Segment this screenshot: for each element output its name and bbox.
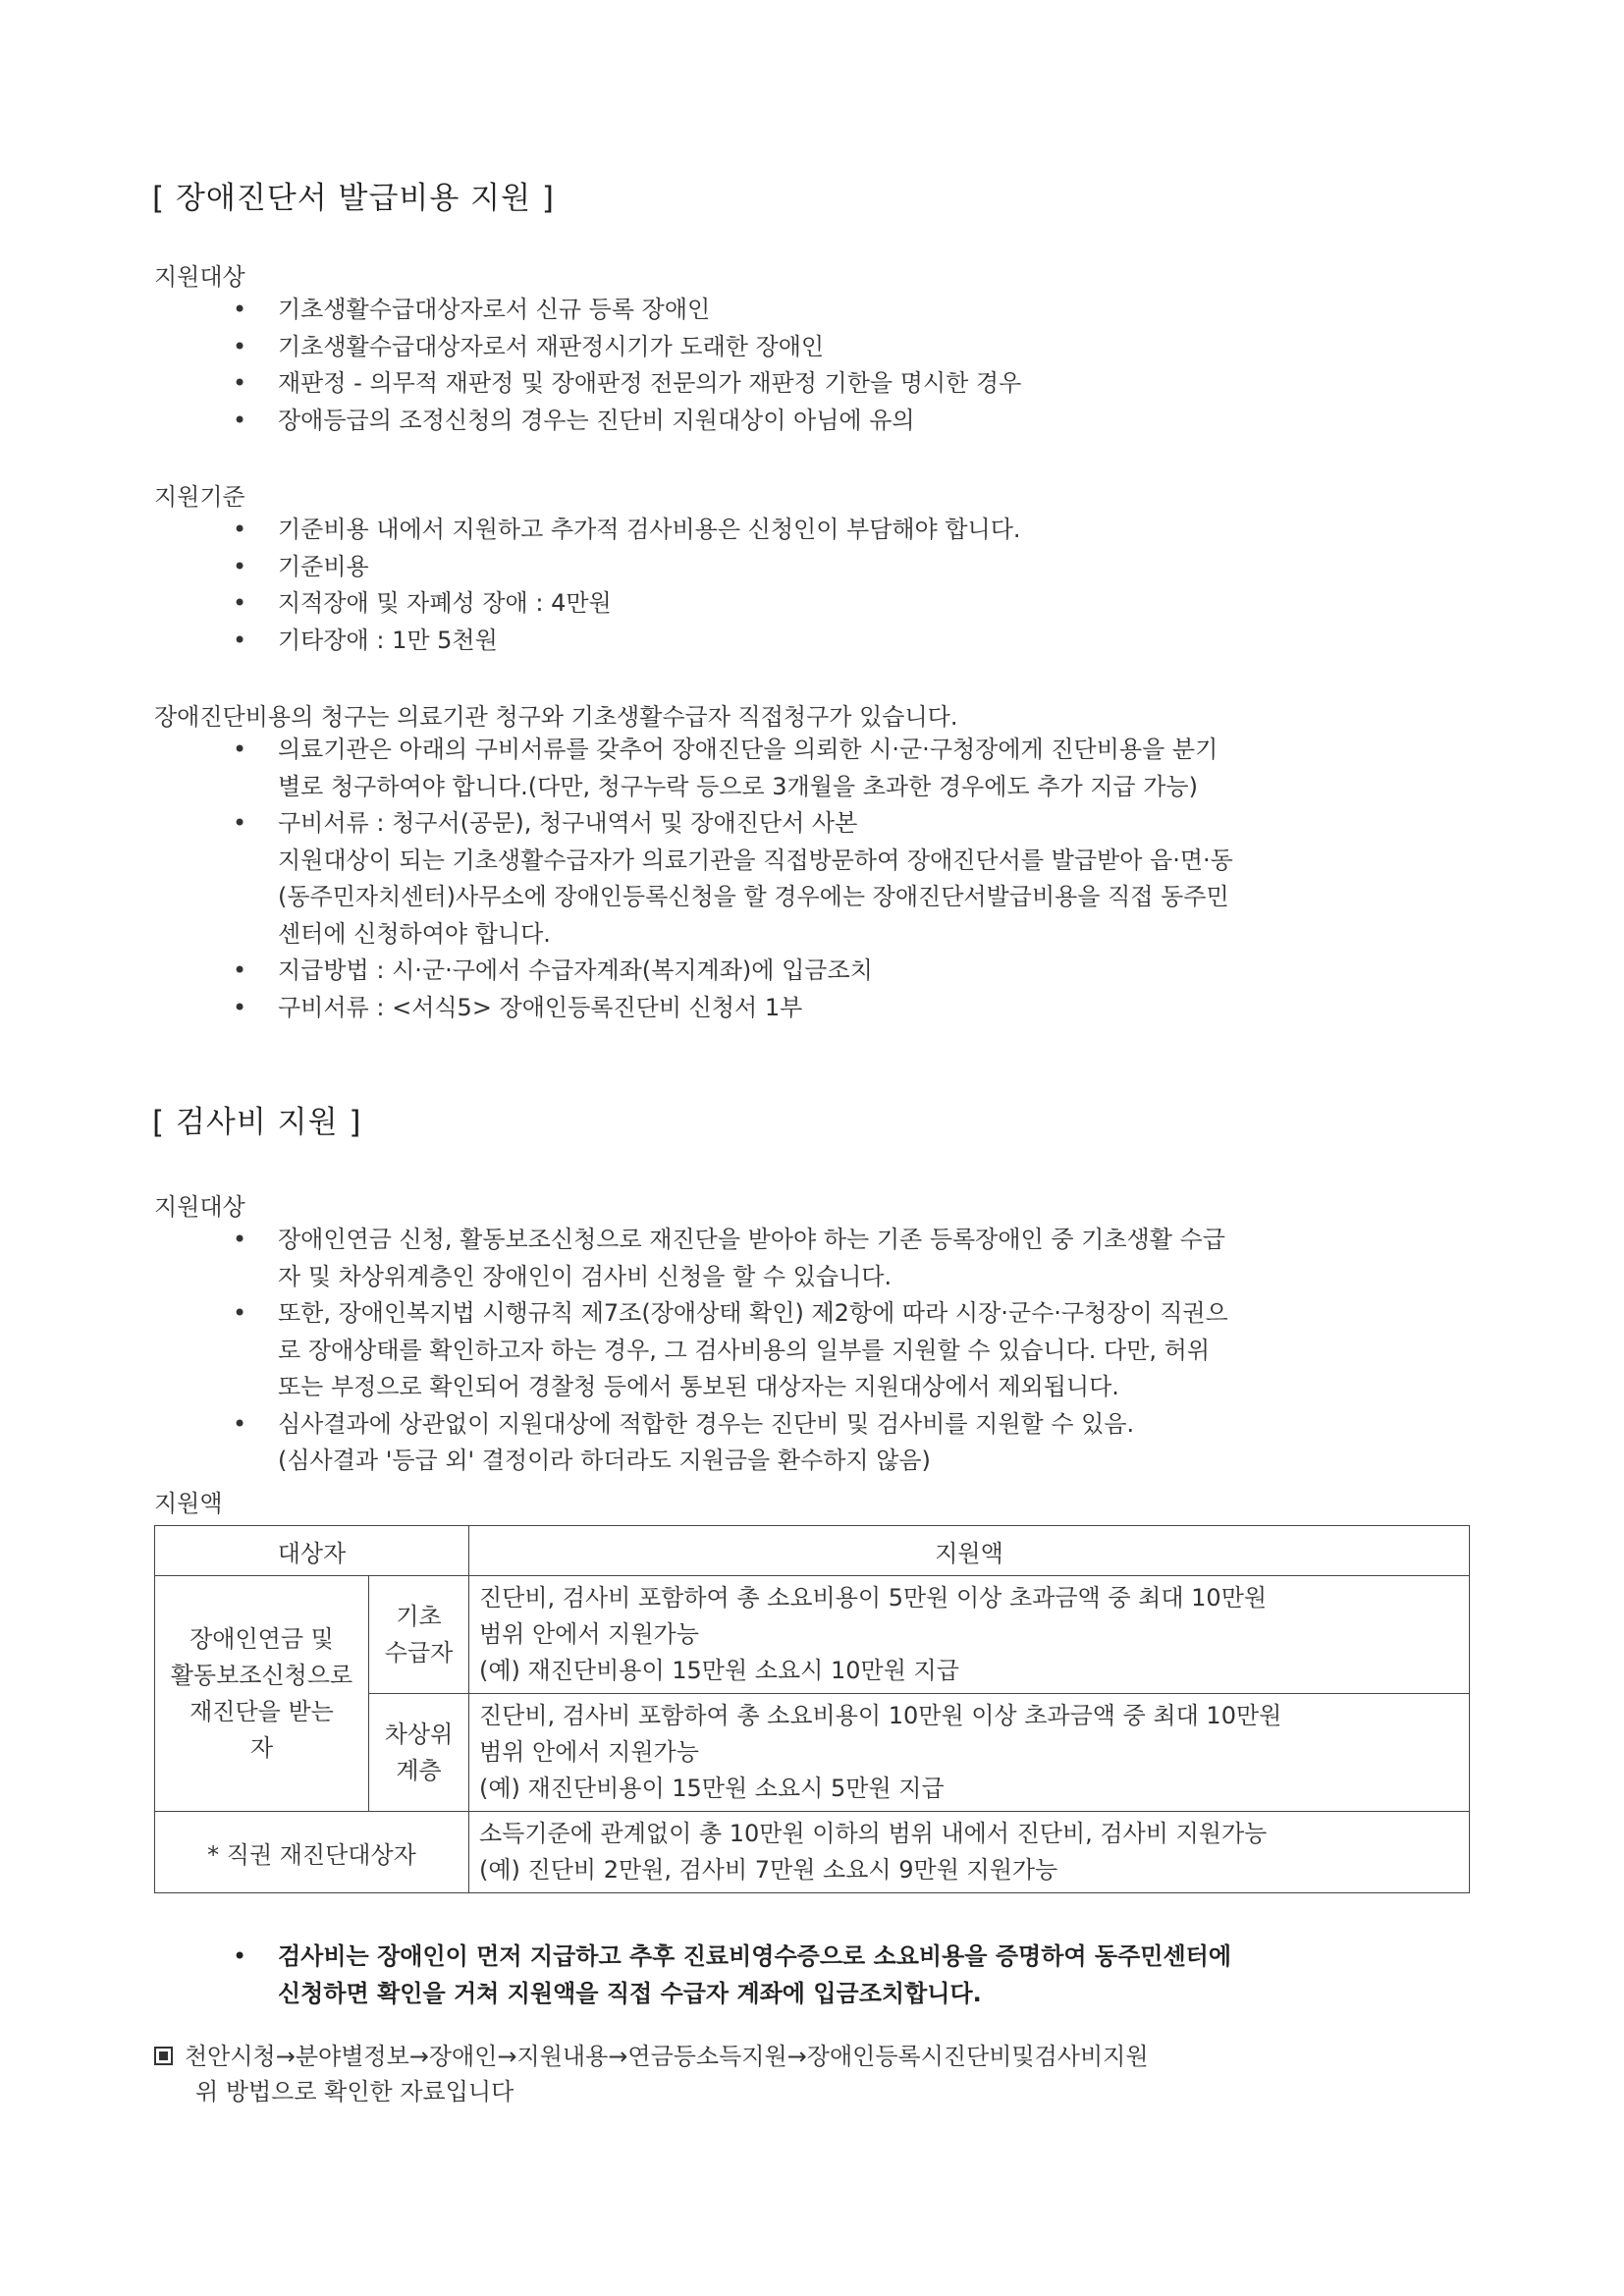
list-item: • 재판정 - 의무적 재판정 및 장애판정 전문의가 재판정 기한을 명시한 경우 <box>233 365 1470 403</box>
list-item: • 구비서류 : <서식5> 장애인등록진단비 신청서 1부 <box>233 990 1470 1027</box>
bullet-icon: • <box>233 957 247 984</box>
list-item: • 의료기관은 아래의 구비서류를 갖추어 장애진단을 의뢰한 시·군·구청장에게 진단비용을 분기 별로 청구하여야 합니다.(다만, 청구누락 등으로 3개월을 초과한 경우에도 추가 지급 가능) <box>233 732 1470 805</box>
amount-cell: 진단비, 검사비 포함하여 총 소요비용이 10만원 이상 초과금액 중 최대 10만원 범위 안에서 지원가능 (예) 재진단비용이 15만원 소요시 5만원 지급 <box>469 1694 1470 1812</box>
bullet-icon: • <box>233 1299 247 1327</box>
payment-note: • 검사비는 장애인이 먼저 지급하고 추후 진료비영수증으로 소요비용을 증명하여 동주민센터에 신청하면 확인을 거쳐 지원액을 직접 수급자 계좌에 입금조치합니다. <box>233 1938 1470 2012</box>
section2-target-label: 지원대상 <box>154 1193 245 1221</box>
header-target: 대상자 <box>155 1526 469 1576</box>
bullet-icon: • <box>233 296 247 323</box>
list-item: • 지적장애 및 자폐성 장애 : 4만원 <box>233 585 1470 623</box>
section1-target-label: 지원대상 <box>154 263 245 291</box>
bullet-icon: • <box>233 589 247 617</box>
amount-cell: 소득기준에 관계없이 총 10만원 이하의 범위 내에서 진단비, 검사비 지원가능 (예) 진단비 2만원, 검사비 7만원 소요시 9만원 지원가능 <box>469 1812 1470 1893</box>
support-amount-table <box>154 1525 1470 1893</box>
header-amount: 지원액 <box>469 1526 1470 1576</box>
bullet-icon: • <box>233 809 247 837</box>
bullet-icon: • <box>233 993 247 1021</box>
sub-target-cell: 기초 수급자 <box>369 1576 469 1694</box>
list-item: • 기준비용 <box>233 549 1470 586</box>
claim-intro: 장애진단비용의 청구는 의료기관 청구와 기초생활수급자 직접청구가 있습니다. <box>154 703 958 731</box>
section1-criteria-list <box>233 512 1470 659</box>
list-item: • 장애인연금 신청, 활동보조신청으로 재진단을 받아야 하는 기존 등록장애인 중 기초생활 수급 자 및 차상위계층인 장애인이 검사비 신청을 할 수 있습니다. <box>233 1222 1470 1295</box>
table-header-row <box>155 1526 1470 1576</box>
square-bullet-icon <box>154 2047 173 2065</box>
bullet-icon: • <box>233 626 247 654</box>
section2-title: [ 검사비 지원 ] <box>152 1105 362 1140</box>
section1-target-list <box>233 292 1470 439</box>
section1-title: [ 장애진단서 발급비용 지원 ] <box>152 181 556 216</box>
amount-cell: 진단비, 검사비 포함하여 총 소요비용이 5만원 이상 초과금액 중 최대 10만원 범위 안에서 지원가능 (예) 재진단비용이 15만원 소요시 10만원 지급 <box>469 1576 1470 1694</box>
bullet-icon: • <box>233 406 247 434</box>
list-item: • 기준비용 내에서 지원하고 추가적 검사비용은 신청인이 부담해야 합니다. <box>233 512 1470 549</box>
list-item: • 장애등급의 조정신청의 경우는 진단비 지원대상이 아님에 유의 <box>233 403 1470 440</box>
bullet-icon: • <box>233 736 247 763</box>
amount-label: 지원액 <box>154 1490 223 1517</box>
section1-criteria-label: 지원기준 <box>154 483 245 511</box>
row3-target-cell: * 직권 재진단대상자 <box>155 1812 469 1893</box>
list-item: • 기초생활수급대상자로서 재판정시기가 도래한 장애인 <box>233 329 1470 366</box>
list-item: • 지급방법 : 시·군·구에서 수급자계좌(복지계좌)에 입금조치 <box>233 953 1470 990</box>
bullet-icon: • <box>233 332 247 360</box>
sub-target-cell: 차상위 계층 <box>369 1694 469 1812</box>
list-item: • 구비서류 : 청구서(공문), 청구내역서 및 장애진단서 사본 지원대상이 되는 기초생활수급자가 의료기관을 직접방문하여 장애진단서를 발급받아 읍·면·동 (동주민자치센터)사무소에 장애인등록신청을 할 경우에는 장애진단서발급비용을 직접 동주민 센터에 신청하여야 합니다. <box>233 805 1470 953</box>
bullet-icon: • <box>233 1942 247 1970</box>
source-footer <box>154 2039 1149 2109</box>
bullet-icon: • <box>233 552 247 580</box>
bullet-icon: • <box>233 369 247 397</box>
list-item: • 기초생활수급대상자로서 신규 등록 장애인 <box>233 292 1470 329</box>
list-item: • 또한, 장애인복지법 시행규칙 제7조(장애상태 확인) 제2항에 따라 시장·군수·구청장이 직권으 로 장애상태를 확인하고자 하는 경우, 그 검사비용의 일부를 지원할 수 있습니다. 다만, 허위 또는 부정으로 확인되어 경찰청 등에서 통보된 대상자는 지원대상에서 제외됩니다. <box>233 1295 1470 1406</box>
table-row <box>155 1812 1470 1893</box>
section2-target-list <box>233 1222 1470 1480</box>
bullet-icon: • <box>233 1409 247 1438</box>
table-row <box>155 1576 1470 1694</box>
list-item: • 심사결과에 상관없이 지원대상에 적합한 경우는 진단비 및 검사비를 지원할 수 있음. (심사결과 '등급 외' 결정이라 하더라도 지원금을 환수하지 않음) <box>233 1406 1470 1480</box>
list-item: • 기타장애 : 1만 5천원 <box>233 623 1470 660</box>
source-note: 위 방법으로 확인한 자료입니다 <box>195 2078 514 2105</box>
bullet-icon: • <box>233 1226 247 1253</box>
group-label-cell: 장애인연금 및 활동보조신청으로 재진단을 받는 자 <box>155 1576 369 1812</box>
bullet-icon: • <box>233 516 247 543</box>
claim-list <box>233 732 1470 1026</box>
source-path: 천안시청→분야별정보→장애인→지원내용→연금등소득지원→장애인등록시진단비및검사비지원 <box>185 2043 1149 2070</box>
